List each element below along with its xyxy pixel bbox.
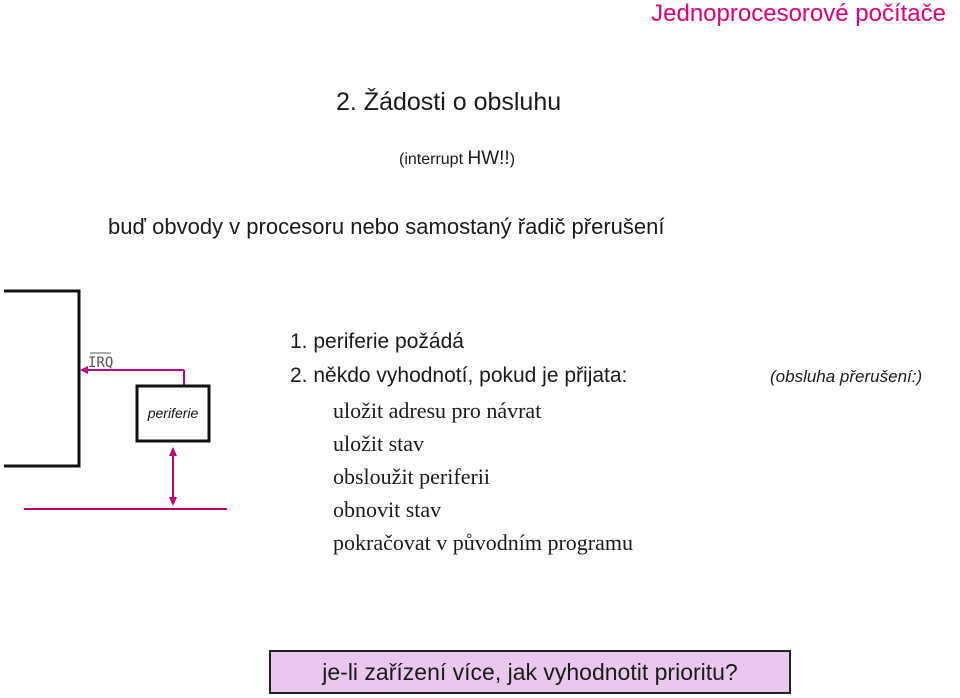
- irq-label: IRQ: [88, 355, 114, 371]
- subheading-emphasis: HW!!: [467, 148, 510, 169]
- page-title: Jednoprocesorové počítače: [651, 0, 946, 27]
- irq-arrow-head: [80, 366, 88, 374]
- substep-save-return-address: uložit adresu pro návrat: [333, 398, 542, 423]
- substep-continue-program: pokračovat v původním programu: [333, 530, 633, 555]
- peripheral-box-label: periferie: [147, 405, 199, 421]
- section-heading: 2. Žádosti o obsluhu: [336, 88, 562, 116]
- subheading-prefix: (interrupt: [399, 151, 468, 168]
- step-2: 2. někdo vyhodnotí, pokud je přijata:: [290, 364, 628, 387]
- step-1: 1. periferie požádá: [290, 330, 464, 353]
- substep-save-state: uložit stav: [333, 431, 425, 456]
- priority-question: je-li zařízení více, jak vyhodnotit prioritu?: [269, 650, 791, 694]
- substep-restore-state: obnovit stav: [333, 497, 442, 522]
- substep-serve-peripheral: obsloužit periferii: [333, 464, 491, 489]
- step-2-note: (obsluha přerušení:): [770, 367, 923, 386]
- processor-outline: [4, 291, 79, 466]
- bus-arrow-down: [169, 497, 177, 506]
- bus-arrow-up: [169, 447, 177, 456]
- subheading-suffix: ): [509, 151, 516, 168]
- intro-text: buď obvody v procesoru nebo samostaný řadič přerušení: [108, 214, 665, 239]
